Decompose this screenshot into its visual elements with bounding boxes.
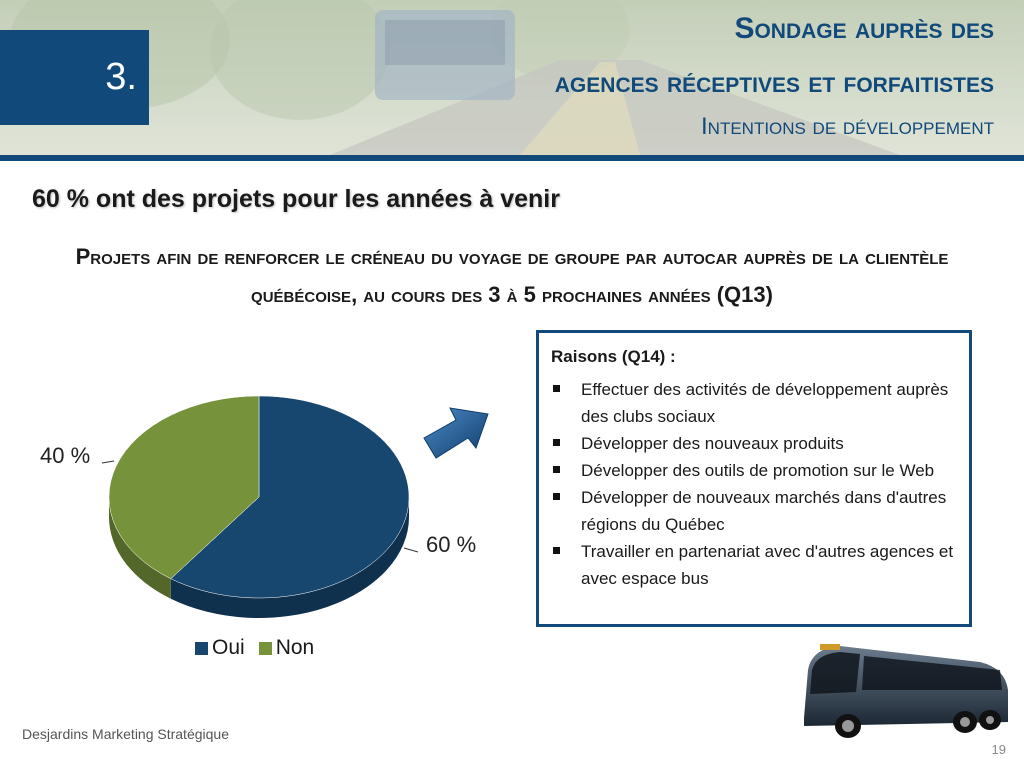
list-item [551, 376, 957, 430]
legend-label-non: Non [275, 636, 315, 659]
section-number: 3. [0, 30, 149, 125]
reason-text: Développer de nouveaux marchés dans d'autres régions du Québec [581, 488, 947, 534]
list-item [551, 457, 957, 484]
list-item [551, 430, 957, 457]
question-text: Projets afin de renforcer le créneau du voyage de groupe par autocar auprès de la clientèle québécoise, au cours des 3 à 5 prochaines années (Q13) [75, 244, 949, 307]
legend-swatch-non [259, 642, 272, 655]
legend-swatch-oui [195, 642, 208, 655]
slide-subtitle: Intentions de développement [701, 113, 994, 140]
data-label-oui: 60 % [426, 532, 477, 557]
slide-title-line1: Sondage auprès des [734, 12, 994, 45]
bullet-icon [553, 439, 560, 446]
legend-item-oui [195, 636, 245, 660]
footer-brand: Desjardins Marketing Stratégique [22, 726, 229, 742]
header-divider [0, 155, 1024, 161]
headline: 60 % ont des projets pour les années à venir [32, 185, 560, 213]
reason-text: Développer des outils de promotion sur le Web [581, 461, 935, 480]
bullet-icon [553, 385, 560, 392]
bullet-icon [553, 547, 560, 554]
chart-legend [195, 636, 314, 660]
reason-text: Effectuer des activités de développement auprès des clubs sociaux [581, 380, 949, 426]
reasons-title: Raisons (Q14) : [551, 347, 676, 366]
arrow-icon [418, 400, 498, 470]
slide-title-line2: agences réceptives et forfaitistes [554, 66, 994, 99]
reason-text: Développer des nouveaux produits [581, 434, 844, 453]
list-item [551, 484, 957, 538]
leader-line-non [102, 461, 114, 463]
data-label-non: 40 % [40, 443, 91, 468]
reasons-list [551, 376, 957, 592]
leader-line-oui [404, 548, 418, 552]
bullet-icon [553, 493, 560, 500]
bus-image [800, 640, 1012, 740]
legend-item-non [259, 636, 315, 660]
list-item [551, 538, 957, 592]
bullet-icon [553, 466, 560, 473]
reason-text: Travailler en partenariat avec d'autres agences et avec espace bus [581, 542, 954, 588]
page-number: 19 [991, 742, 1006, 757]
legend-label-oui: Oui [212, 636, 245, 659]
reasons-box [536, 330, 972, 627]
